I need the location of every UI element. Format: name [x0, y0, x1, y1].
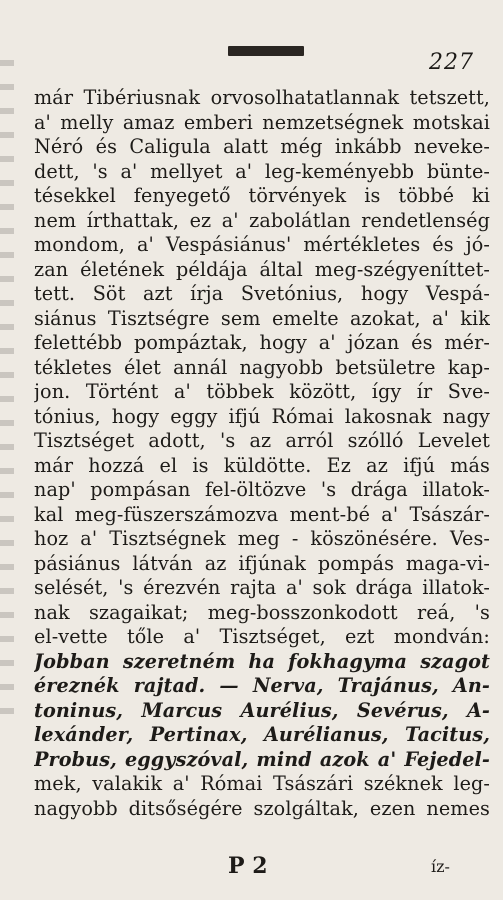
text-line: nem írthattak, ez a' zabolátlan rendetlenség	[34, 208, 490, 232]
text-line: nak szagaikat; meg-bosszonkodott reá, 's	[34, 600, 490, 624]
text-line-italic: lexánder, Pertinax, Aurélianus, Tacitus,	[34, 723, 490, 746]
text-line: Tisztséget adott, 's az arról szólló Levelet	[34, 429, 490, 452]
text-line-italic: éreznék rajtad. — Nerva, Trajánus, An-	[34, 674, 490, 697]
page-number: 227	[429, 50, 474, 75]
catchword: íz-	[431, 857, 450, 876]
text-line: mondom, a' Vespásiánus' mértékletes és jó-	[34, 233, 490, 256]
text-line: pásiánus látván az ifjúnak pompás maga-vi-	[34, 551, 490, 575]
text-line-italic: Jobban szeretném ha fokhagyma szagot	[34, 649, 490, 673]
text-line: selését, 's érezvén rajta a' sok drága illatok-	[34, 576, 490, 599]
signature-mark: P 2	[228, 853, 268, 879]
text-line: hoz a' Tisztségnek meg - köszönésére. Ves-	[34, 527, 490, 550]
text-line: tett. Söt azt írja Svetónius, hogy Vespá-	[34, 282, 490, 305]
text-line: siánus Tisztségre sem emelte azokat, a' kik	[34, 306, 490, 330]
text-line: mek, valakik a' Római Tsászári széknek leg-	[34, 772, 490, 795]
body-text	[34, 86, 490, 821]
text-line: zan életének példája által meg-szégyeníttet-	[34, 257, 490, 281]
page-footer	[0, 853, 503, 883]
text-line: a' melly amaz emberi nemzetségnek motskai	[34, 110, 490, 134]
text-line-italic: toninus, Marcus Aurélius, Sevérus, A-	[34, 698, 490, 722]
text-line: már Tibériusnak orvosolhatatlannak tetszett,	[34, 86, 490, 109]
text-line: tésekkel fenyegető törvények is többé ki	[34, 184, 490, 207]
facing-page-bleed	[0, 60, 14, 720]
text-line: jon. Történt a' többek között, így ír Sve-	[34, 380, 490, 403]
text-line: el-vette tőle a' Tisztséget, ezt mondván:	[34, 625, 490, 648]
text-line: már hozzá el is küldötte. Ez az ifjú más	[34, 453, 490, 477]
text-line: nap' pompásan fel-öltözve 's drága illatok-	[34, 478, 490, 501]
text-line: dett, 's a' mellyet a' leg-keményebb bünte-	[34, 159, 490, 183]
text-line: Néró és Caligula alatt még inkább neveke-	[34, 135, 490, 158]
text-line: kal meg-füszerszámozva ment-bé a' Tsászár-	[34, 502, 490, 526]
header-ornament-rule	[228, 46, 304, 56]
text-line: tónius, hogy eggy ifjú Római lakosnak nagy	[34, 404, 490, 428]
text-line: tékletes élet annál nagyobb betsületre kap-	[34, 355, 490, 379]
text-line-italic: Probus, eggyszóval, mind azok a' Fejedel-	[34, 747, 490, 771]
text-line: felettébb pompáztak, hogy a' józan és mér-	[34, 331, 490, 354]
text-line: nagyobb ditsőségére szolgáltak, ezen nemes	[34, 796, 490, 820]
